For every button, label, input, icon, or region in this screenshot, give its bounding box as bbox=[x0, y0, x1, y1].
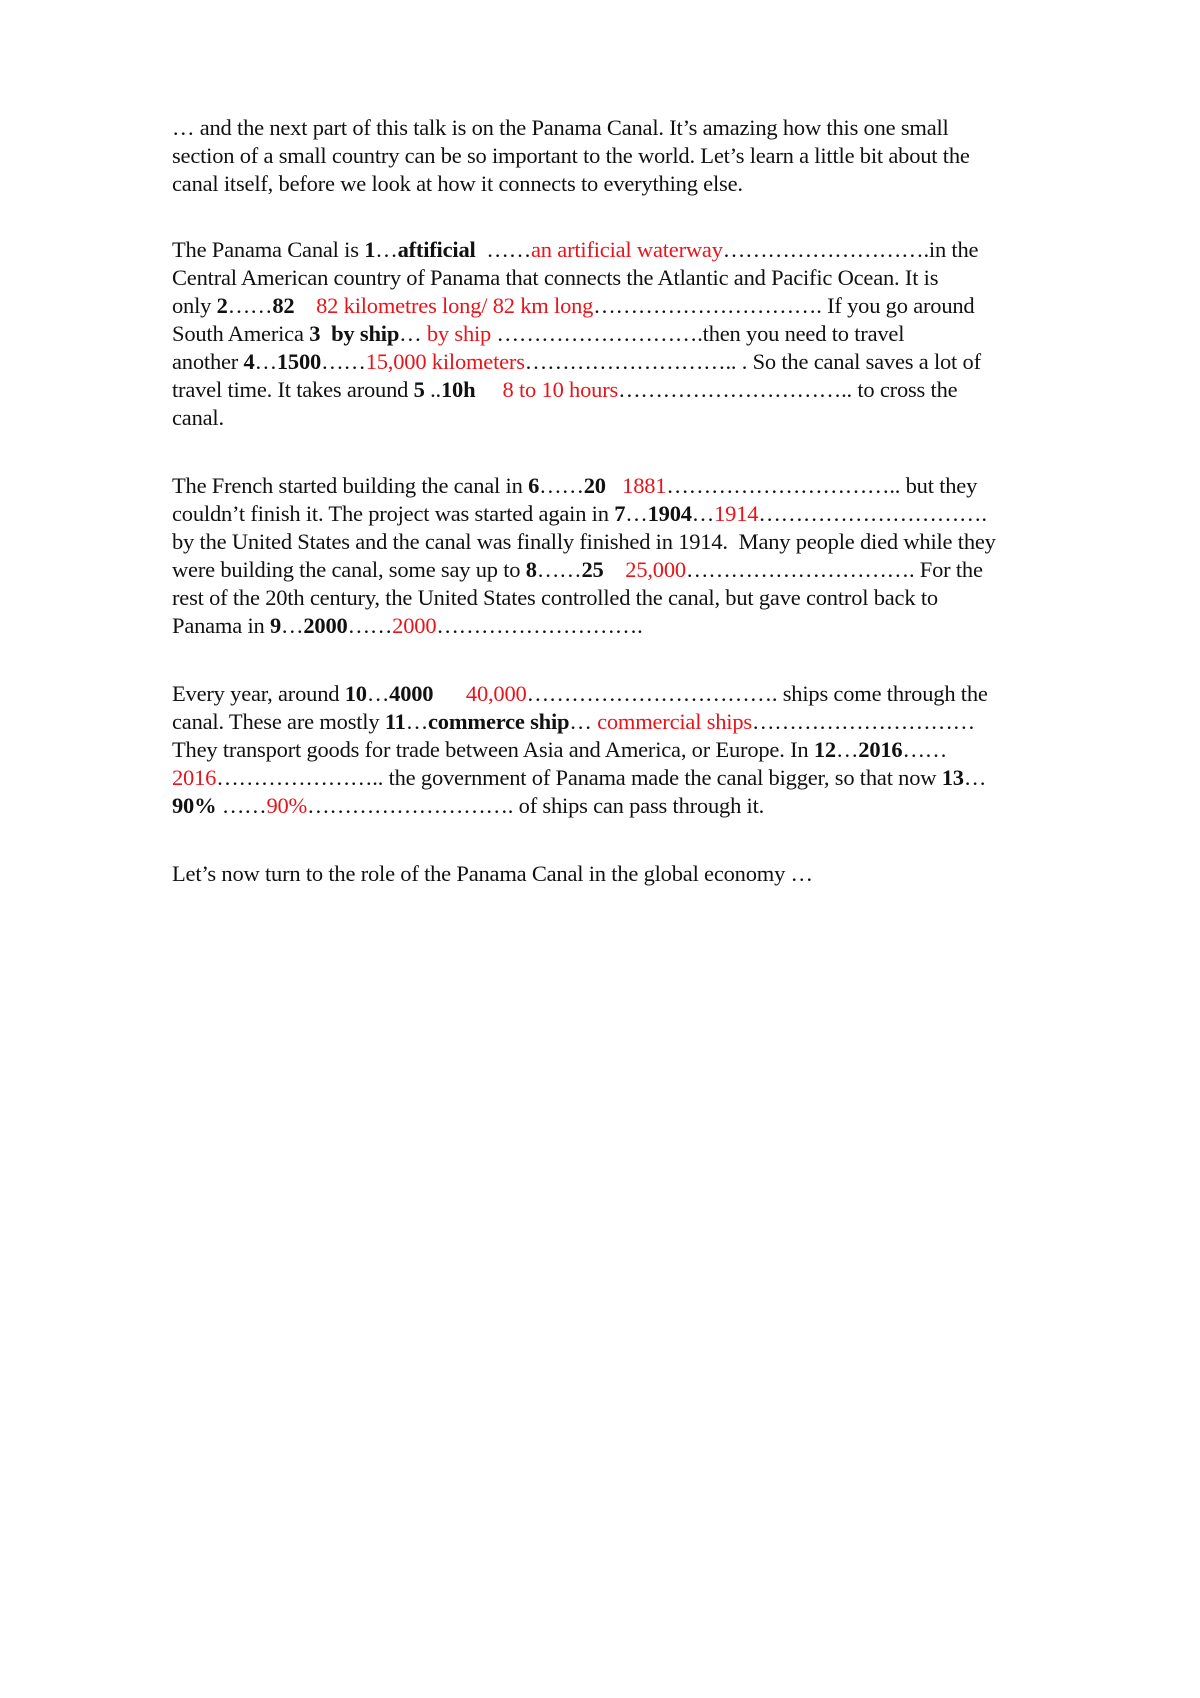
text-line bbox=[172, 264, 1092, 292]
body-text: …… bbox=[347, 613, 393, 638]
body-text: …… bbox=[216, 793, 267, 818]
paragraph-4 bbox=[172, 680, 1092, 820]
body-text: …… bbox=[539, 473, 584, 498]
question-text: 20 bbox=[583, 473, 606, 498]
text-line bbox=[172, 472, 1092, 500]
body-text: ……………………….in the bbox=[722, 237, 979, 262]
body-text: … bbox=[281, 613, 304, 638]
body-text: another bbox=[172, 349, 244, 374]
answer-text: 15,000 kilometers bbox=[365, 349, 525, 374]
body-text: …… bbox=[227, 293, 273, 318]
question-text: 9 bbox=[269, 613, 282, 638]
body-text: … bbox=[399, 321, 427, 346]
body-text: canal itself, before we look at how it connects to everything else. bbox=[172, 171, 743, 196]
text-line bbox=[172, 320, 1092, 348]
body-text: ……………………….. . So the canal saves a lot of bbox=[524, 349, 981, 374]
text-line bbox=[172, 500, 1092, 528]
body-text bbox=[606, 473, 622, 498]
body-text: …………………………. bbox=[758, 501, 987, 526]
body-text: ……………………….then you need to travel bbox=[491, 321, 905, 346]
body-text: ………………………. of ships can pass through it. bbox=[307, 793, 765, 818]
paragraph-2 bbox=[172, 236, 1092, 432]
answer-text: 1881 bbox=[622, 473, 667, 498]
body-text: ………………………….. but they bbox=[666, 473, 978, 498]
answer-text: by ship bbox=[426, 321, 492, 346]
question-text: 4000 bbox=[389, 681, 434, 706]
body-text: …………………………. If you go around bbox=[593, 293, 975, 318]
question-text: 2000 bbox=[303, 613, 348, 638]
text-line bbox=[172, 792, 1092, 820]
question-text: 90% bbox=[172, 793, 217, 818]
body-text: … bbox=[691, 501, 715, 526]
body-text: ……………………………. ships come through the bbox=[526, 681, 988, 706]
question-text: 1 bbox=[364, 237, 376, 262]
question-text: 82 bbox=[272, 293, 295, 318]
body-text: The Panama Canal is bbox=[172, 237, 365, 262]
body-text: … bbox=[375, 237, 398, 262]
answer-text: 2000 bbox=[392, 613, 437, 638]
document-body bbox=[172, 114, 1092, 928]
answer-text: 8 to 10 hours bbox=[502, 377, 619, 402]
body-text bbox=[320, 321, 331, 346]
question-text: by ship bbox=[331, 321, 400, 346]
text-line bbox=[172, 736, 1092, 764]
body-text: travel time. It takes around bbox=[172, 377, 414, 402]
body-text: canal. bbox=[172, 405, 224, 430]
question-text: 2016 bbox=[858, 737, 903, 762]
text-line bbox=[172, 404, 1092, 432]
text-line bbox=[172, 114, 1092, 142]
body-text: ………………………… bbox=[751, 709, 975, 734]
text-line bbox=[172, 556, 1092, 584]
text-line bbox=[172, 292, 1092, 320]
body-text: … bbox=[254, 349, 277, 374]
body-text: … bbox=[625, 501, 648, 526]
question-text: commerce ship bbox=[428, 709, 570, 734]
text-line bbox=[172, 528, 1092, 556]
body-text: ………………………. bbox=[436, 613, 643, 638]
body-text: They transport goods for trade between Asia and America, or Europe. In bbox=[172, 737, 814, 762]
body-text bbox=[294, 293, 316, 318]
text-line bbox=[172, 376, 1092, 404]
question-text: 1904 bbox=[647, 501, 692, 526]
body-text: …… bbox=[536, 557, 582, 582]
question-text: 3 bbox=[309, 321, 321, 346]
body-text: … bbox=[366, 681, 390, 706]
body-text: ………………………….. to cross the bbox=[618, 377, 958, 402]
text-line bbox=[172, 142, 1092, 170]
paragraph-5 bbox=[172, 860, 1092, 888]
body-text: …… bbox=[902, 737, 948, 762]
body-text: rest of the 20th century, the United States controlled the canal, but gave control back to bbox=[172, 585, 938, 610]
text-line bbox=[172, 860, 1092, 888]
body-text: … bbox=[963, 765, 987, 790]
answer-text: 82 kilometres long/ 82 km long bbox=[316, 293, 594, 318]
question-text: 11 bbox=[384, 709, 406, 734]
body-text: … bbox=[835, 737, 859, 762]
paragraph-3 bbox=[172, 472, 1092, 640]
body-text: Every year, around bbox=[172, 681, 345, 706]
body-text: …………………………. For the bbox=[685, 557, 983, 582]
body-text: .. bbox=[424, 377, 441, 402]
text-line bbox=[172, 584, 1092, 612]
question-text: 1500 bbox=[276, 349, 322, 374]
question-text: 12 bbox=[813, 737, 836, 762]
body-text: South America bbox=[172, 321, 310, 346]
body-text: … bbox=[405, 709, 429, 734]
answer-text: 90% bbox=[266, 793, 308, 818]
text-line bbox=[172, 236, 1092, 264]
text-line bbox=[172, 708, 1092, 736]
text-line bbox=[172, 612, 1092, 640]
body-text: …… bbox=[475, 237, 532, 262]
question-text: 7 bbox=[614, 501, 626, 526]
body-text: ………………….. the government of Panama made the canal bigger, so that now bbox=[216, 765, 942, 790]
body-text: canal. These are mostly bbox=[172, 709, 385, 734]
body-text: Let’s now turn to the role of the Panama Canal in the global economy … bbox=[172, 861, 813, 886]
question-text: 6 bbox=[528, 473, 540, 498]
body-text: … and the next part of this talk is on the Panama Canal. It’s amazing how this one small bbox=[172, 115, 949, 140]
answer-text: 40,000 bbox=[465, 681, 527, 706]
question-text: 13 bbox=[941, 765, 964, 790]
body-text bbox=[604, 557, 626, 582]
body-text: Panama in bbox=[172, 613, 270, 638]
paragraph-1 bbox=[172, 114, 1092, 198]
answer-text: 2016 bbox=[172, 765, 217, 790]
question-text: 8 bbox=[525, 557, 537, 582]
question-text: 25 bbox=[581, 557, 604, 582]
body-text: …… bbox=[321, 349, 366, 374]
text-line bbox=[172, 348, 1092, 376]
text-line bbox=[172, 170, 1092, 198]
body-text: The French started building the canal in bbox=[172, 473, 529, 498]
text-line bbox=[172, 764, 1092, 792]
answer-text: 1914 bbox=[714, 501, 759, 526]
body-text: only bbox=[172, 293, 217, 318]
body-text bbox=[475, 377, 502, 402]
body-text: … bbox=[569, 709, 598, 734]
body-text: Central American country of Panama that connects the Atlantic and Pacific Ocean. It is bbox=[172, 265, 939, 290]
question-text: 5 bbox=[413, 377, 425, 402]
answer-text: commercial ships bbox=[597, 709, 752, 734]
question-text: 10h bbox=[440, 377, 476, 402]
body-text: couldn’t finish it. The project was started again in bbox=[172, 501, 615, 526]
answer-text: 25,000 bbox=[625, 557, 686, 582]
question-text: 4 bbox=[243, 349, 255, 374]
question-text: aftificial bbox=[397, 237, 476, 262]
body-text bbox=[433, 681, 466, 706]
body-text: by the United States and the canal was finally finished in 1914. Many people died while they bbox=[172, 529, 996, 554]
answer-text: an artificial waterway bbox=[531, 237, 723, 262]
text-line bbox=[172, 680, 1092, 708]
body-text: section of a small country can be so important to the world. Let’s learn a little bit about the bbox=[172, 143, 970, 168]
question-text: 10 bbox=[344, 681, 367, 706]
body-text: were building the canal, some say up to bbox=[172, 557, 526, 582]
question-text: 2 bbox=[216, 293, 228, 318]
